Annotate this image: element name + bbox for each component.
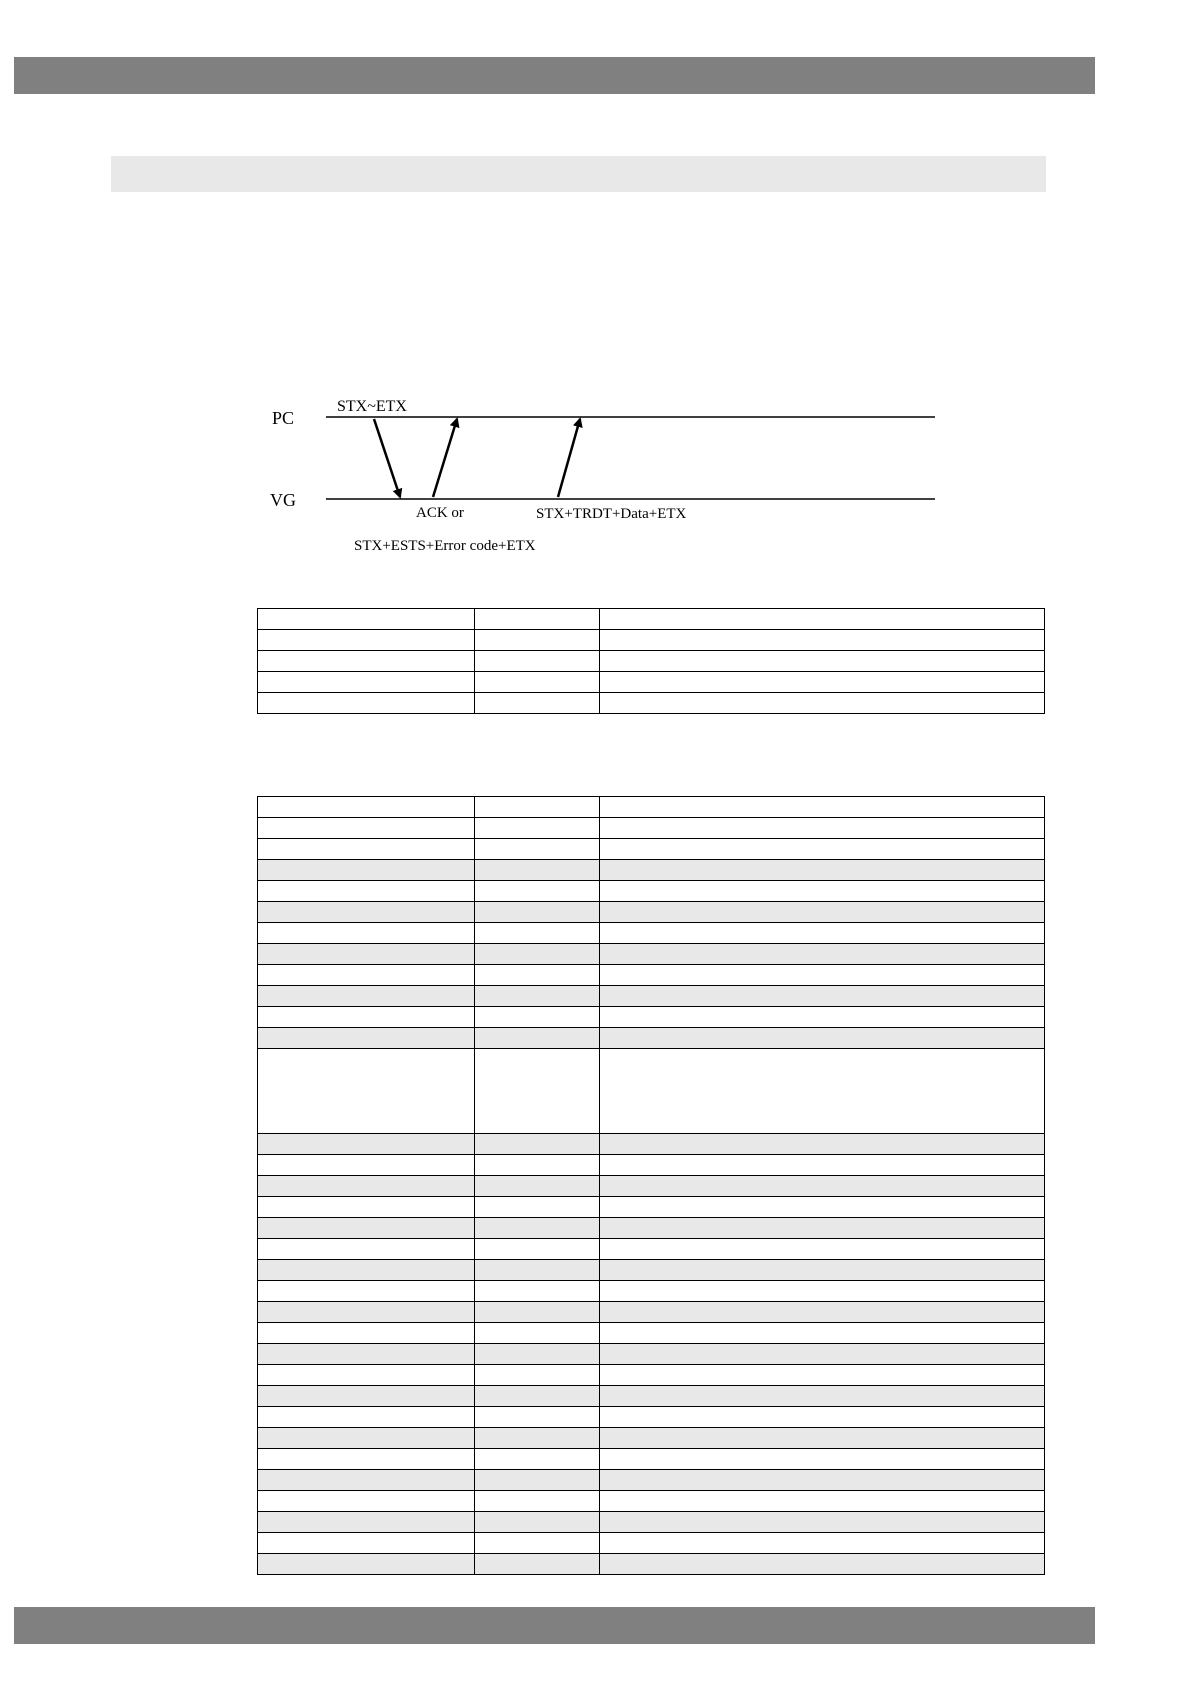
table-cell	[258, 1007, 475, 1028]
table-row	[258, 1365, 1045, 1386]
table-row	[258, 860, 1045, 881]
table-row	[258, 818, 1045, 839]
table-cell	[258, 1176, 475, 1197]
table-row	[258, 1218, 1045, 1239]
table-row	[258, 1470, 1045, 1491]
table-cell	[475, 672, 600, 693]
table-cell	[475, 1533, 600, 1554]
table-cell	[600, 1028, 1045, 1049]
table-cell	[258, 1470, 475, 1491]
table-row	[258, 1407, 1045, 1428]
table-cell	[258, 1386, 475, 1407]
table-row	[258, 1386, 1045, 1407]
table-row	[258, 693, 1045, 714]
table-cell	[258, 609, 475, 630]
table-cell	[600, 651, 1045, 672]
table-cell	[258, 1428, 475, 1449]
table-cell	[475, 1470, 600, 1491]
table-cell	[600, 1512, 1045, 1533]
data-label: STX+TRDT+Data+ETX	[536, 506, 687, 522]
table-cell	[600, 1176, 1045, 1197]
table-cell	[475, 1007, 600, 1028]
timing-diagram	[0, 0, 1191, 600]
footer-band	[14, 1607, 1095, 1644]
table-cell	[600, 1554, 1045, 1575]
table-cell	[600, 881, 1045, 902]
table-cell	[600, 1386, 1045, 1407]
table-cell	[258, 1302, 475, 1323]
table-row	[258, 923, 1045, 944]
table-cell	[475, 1428, 600, 1449]
table-cell	[258, 1218, 475, 1239]
table-row	[258, 1028, 1045, 1049]
table-cell	[475, 1407, 600, 1428]
table-cell	[475, 1449, 600, 1470]
table-cell	[475, 1176, 600, 1197]
table-cell	[600, 1407, 1045, 1428]
ack-arrow	[433, 419, 457, 497]
table-cell	[258, 944, 475, 965]
table-cell	[258, 1554, 475, 1575]
table-row	[258, 1323, 1045, 1344]
table-cell	[600, 1344, 1045, 1365]
table-cell	[475, 818, 600, 839]
table-cell	[258, 1028, 475, 1049]
table-cell	[258, 651, 475, 672]
table-cell	[475, 986, 600, 1007]
table-row	[258, 839, 1045, 860]
table-cell	[600, 1491, 1045, 1512]
table-cell	[475, 839, 600, 860]
table-cell	[475, 1554, 600, 1575]
table-cell	[258, 923, 475, 944]
table-cell	[258, 902, 475, 923]
table-cell	[600, 923, 1045, 944]
table-cell	[475, 965, 600, 986]
table-cell	[475, 860, 600, 881]
table-cell	[475, 944, 600, 965]
table-cell	[600, 1218, 1045, 1239]
table-row	[258, 902, 1045, 923]
table-cell	[475, 1218, 600, 1239]
vg-label: VG	[270, 490, 296, 510]
table-cell	[600, 1239, 1045, 1260]
table-row	[258, 1239, 1045, 1260]
table-row	[258, 1533, 1045, 1554]
table-cell	[600, 1197, 1045, 1218]
table-cell	[258, 1323, 475, 1344]
table-row	[258, 1007, 1045, 1028]
table-cell	[475, 1512, 600, 1533]
table-cell	[475, 1386, 600, 1407]
table-cell	[258, 1533, 475, 1554]
table-row	[258, 1260, 1045, 1281]
table-cell	[600, 818, 1045, 839]
table-cell	[258, 818, 475, 839]
table-cell	[258, 1281, 475, 1302]
table-cell	[258, 1344, 475, 1365]
table-row	[258, 1512, 1045, 1533]
table-cell	[600, 1323, 1045, 1344]
error-label: STX+ESTS+Error code+ETX	[354, 538, 536, 554]
table-cell	[475, 1344, 600, 1365]
table-cell	[600, 986, 1045, 1007]
table-cell	[258, 1365, 475, 1386]
table-cell	[475, 1155, 600, 1176]
command-arrow	[374, 419, 400, 497]
table-row	[258, 1155, 1045, 1176]
table-row	[258, 1281, 1045, 1302]
table-cell	[600, 839, 1045, 860]
table-cell	[600, 1049, 1045, 1134]
table-cell	[475, 1239, 600, 1260]
table-cell	[475, 1365, 600, 1386]
table-cell	[600, 944, 1045, 965]
table-cell	[475, 693, 600, 714]
table-row	[258, 1344, 1045, 1365]
table-cell	[475, 881, 600, 902]
table-cell	[600, 860, 1045, 881]
table-cell	[475, 630, 600, 651]
table-row	[258, 986, 1045, 1007]
table-row	[258, 609, 1045, 630]
table-cell	[258, 797, 475, 818]
table-a	[257, 608, 1045, 714]
table-cell	[600, 1155, 1045, 1176]
table-cell	[475, 1049, 600, 1134]
table-cell	[258, 881, 475, 902]
table-cell	[600, 1533, 1045, 1554]
table-cell	[475, 1134, 600, 1155]
table-cell	[258, 630, 475, 651]
table-row	[258, 797, 1045, 818]
table-cell	[258, 693, 475, 714]
table-cell	[600, 630, 1045, 651]
table-row	[258, 1049, 1045, 1134]
table-row	[258, 1176, 1045, 1197]
table-cell	[600, 1428, 1045, 1449]
table-cell	[600, 1134, 1045, 1155]
table-cell	[475, 1323, 600, 1344]
table-cell	[475, 797, 600, 818]
table-cell	[475, 902, 600, 923]
table-cell	[475, 609, 600, 630]
table-cell	[475, 651, 600, 672]
ack-label: ACK or	[416, 505, 464, 521]
table-b	[257, 796, 1045, 1575]
table-row	[258, 1491, 1045, 1512]
table-cell	[600, 797, 1045, 818]
table-cell	[258, 1512, 475, 1533]
table-cell	[600, 672, 1045, 693]
table-cell	[258, 1407, 475, 1428]
table-row	[258, 1428, 1045, 1449]
table-cell	[258, 965, 475, 986]
table-cell	[258, 860, 475, 881]
table-cell	[258, 1260, 475, 1281]
table-cell	[600, 609, 1045, 630]
table-row	[258, 651, 1045, 672]
table-row	[258, 965, 1045, 986]
table-cell	[600, 1449, 1045, 1470]
table-cell	[258, 1449, 475, 1470]
pc-label: PC	[272, 408, 295, 428]
table-cell	[475, 923, 600, 944]
table-cell	[600, 1281, 1045, 1302]
table-row	[258, 1197, 1045, 1218]
table-row	[258, 881, 1045, 902]
table-cell	[258, 1049, 475, 1134]
table-cell	[475, 1028, 600, 1049]
table-cell	[600, 1302, 1045, 1323]
command-label: STX~ETX	[337, 398, 407, 415]
table-cell	[475, 1197, 600, 1218]
table-cell	[475, 1260, 600, 1281]
table-cell	[258, 1239, 475, 1260]
table-cell	[600, 1007, 1045, 1028]
table-row	[258, 1554, 1045, 1575]
table-cell	[258, 1197, 475, 1218]
table-row	[258, 1134, 1045, 1155]
table-cell	[258, 1155, 475, 1176]
table-row	[258, 1449, 1045, 1470]
table-row	[258, 944, 1045, 965]
table-cell	[258, 672, 475, 693]
table-cell	[258, 986, 475, 1007]
data-arrow	[558, 419, 580, 497]
table-row	[258, 1302, 1045, 1323]
table-cell	[600, 1260, 1045, 1281]
table-cell	[600, 1365, 1045, 1386]
table-cell	[258, 1134, 475, 1155]
table-cell	[258, 839, 475, 860]
table-cell	[600, 693, 1045, 714]
table-cell	[475, 1302, 600, 1323]
table-cell	[600, 1470, 1045, 1491]
table-cell	[258, 1491, 475, 1512]
table-cell	[475, 1281, 600, 1302]
table-row	[258, 672, 1045, 693]
table-cell	[600, 965, 1045, 986]
table-cell	[475, 1491, 600, 1512]
table-cell	[600, 902, 1045, 923]
table-row	[258, 630, 1045, 651]
